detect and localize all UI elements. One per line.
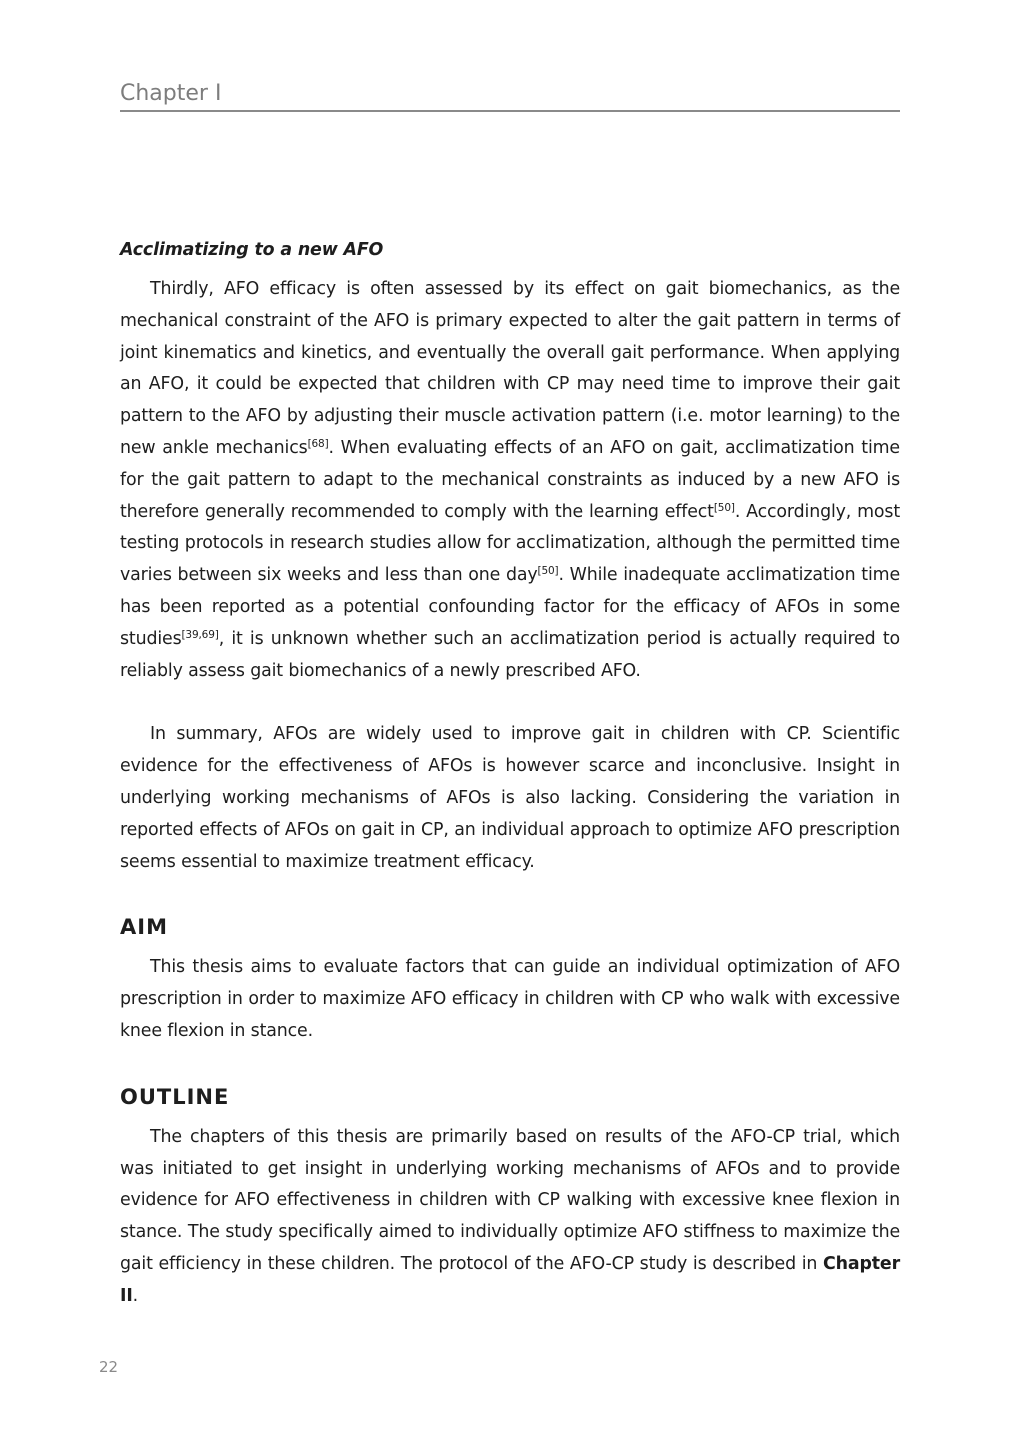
paragraph-acclimatization <box>120 274 900 687</box>
section-heading-aim: AIM <box>120 915 168 940</box>
running-title: Chapter I <box>120 81 222 106</box>
paragraph-summary: In summary, AFOs are widely used to improve gait in children with CP. Scientific evidence for the effectiveness of AFOs is however scarce and inconclusive. Insight in underlying working mechanisms of AFOs is also lacking. Considering the variation in reported effects of AFOs on gait in CP, an individual approach to optimize AFO prescription seems essential to maximize treatment efficacy. <box>120 724 900 872</box>
running-header <box>120 80 900 112</box>
citation-39-69: [39,69] <box>181 628 219 641</box>
citation-68: [68] <box>307 437 329 450</box>
paragraph-text: . When evaluating effects of an AFO on gait, acclimatization time for the gait pattern to adapt to the mechanical constraints as induced by a new AFO is therefore generally recommended to comply with the learning effect <box>120 437 900 522</box>
paragraph-aim: This thesis aims to evaluate factors that can guide an individual optimization of AFO prescription in order to maximize AFO efficacy in children with CP who walk with excessive knee flexion in stance. <box>120 957 900 1041</box>
paragraph-text: The chapters of this thesis are primarily based on results of the AFO-CP trial, which was initiated to get insight in underlying working mechanisms of AFOs and to provide evidence for AFO effectiveness in children with CP walking with excessive knee flexion in stance. The study specifically aimed to individually optimize AFO stiffness to maximize the gait efficiency in these children. The protocol of the AFO-CP study is described in <box>120 1126 900 1274</box>
page-number: 22 <box>99 1358 119 1376</box>
paragraph-text: . Accordingly, most testing protocols in research studies allow for acclimatization, although the permitted time varies between six weeks and less than one day <box>120 501 900 586</box>
citation-50: [50] <box>713 501 735 514</box>
paragraph-text: , it is unknown whether such an acclimatization period is actually required to reliably assess gait biomechanics of a newly prescribed AFO. <box>120 628 900 681</box>
paragraph-text: Thirdly, AFO efficacy is often assessed by its effect on gait biomechanics, as the mechanical constraint of the AFO is primary expected to alter the gait pattern in terms of joint kinematics and kinetics, and eventually the overall gait performance. When applying an AFO, it could be expected that children with CP may need time to improve their gait pattern to the AFO by adjusting their muscle activation pattern (i.e. motor learning) to the new ankle mechanics <box>120 279 900 458</box>
citation-50: [50] <box>537 565 559 578</box>
section-heading-outline: OUTLINE <box>120 1084 230 1109</box>
chapter-reference: Chapter II <box>120 1253 900 1306</box>
subsection-heading-acclimatizing: Acclimatizing to a new AFO <box>120 240 384 260</box>
paragraph-end: . <box>132 1285 139 1306</box>
page-body <box>120 236 900 1313</box>
paragraph-text: . While inadequate acclimatization time has been reported as a potential confounding factor for the efficacy of AFOs in some studies <box>120 565 901 649</box>
paragraph-outline <box>120 1122 900 1313</box>
